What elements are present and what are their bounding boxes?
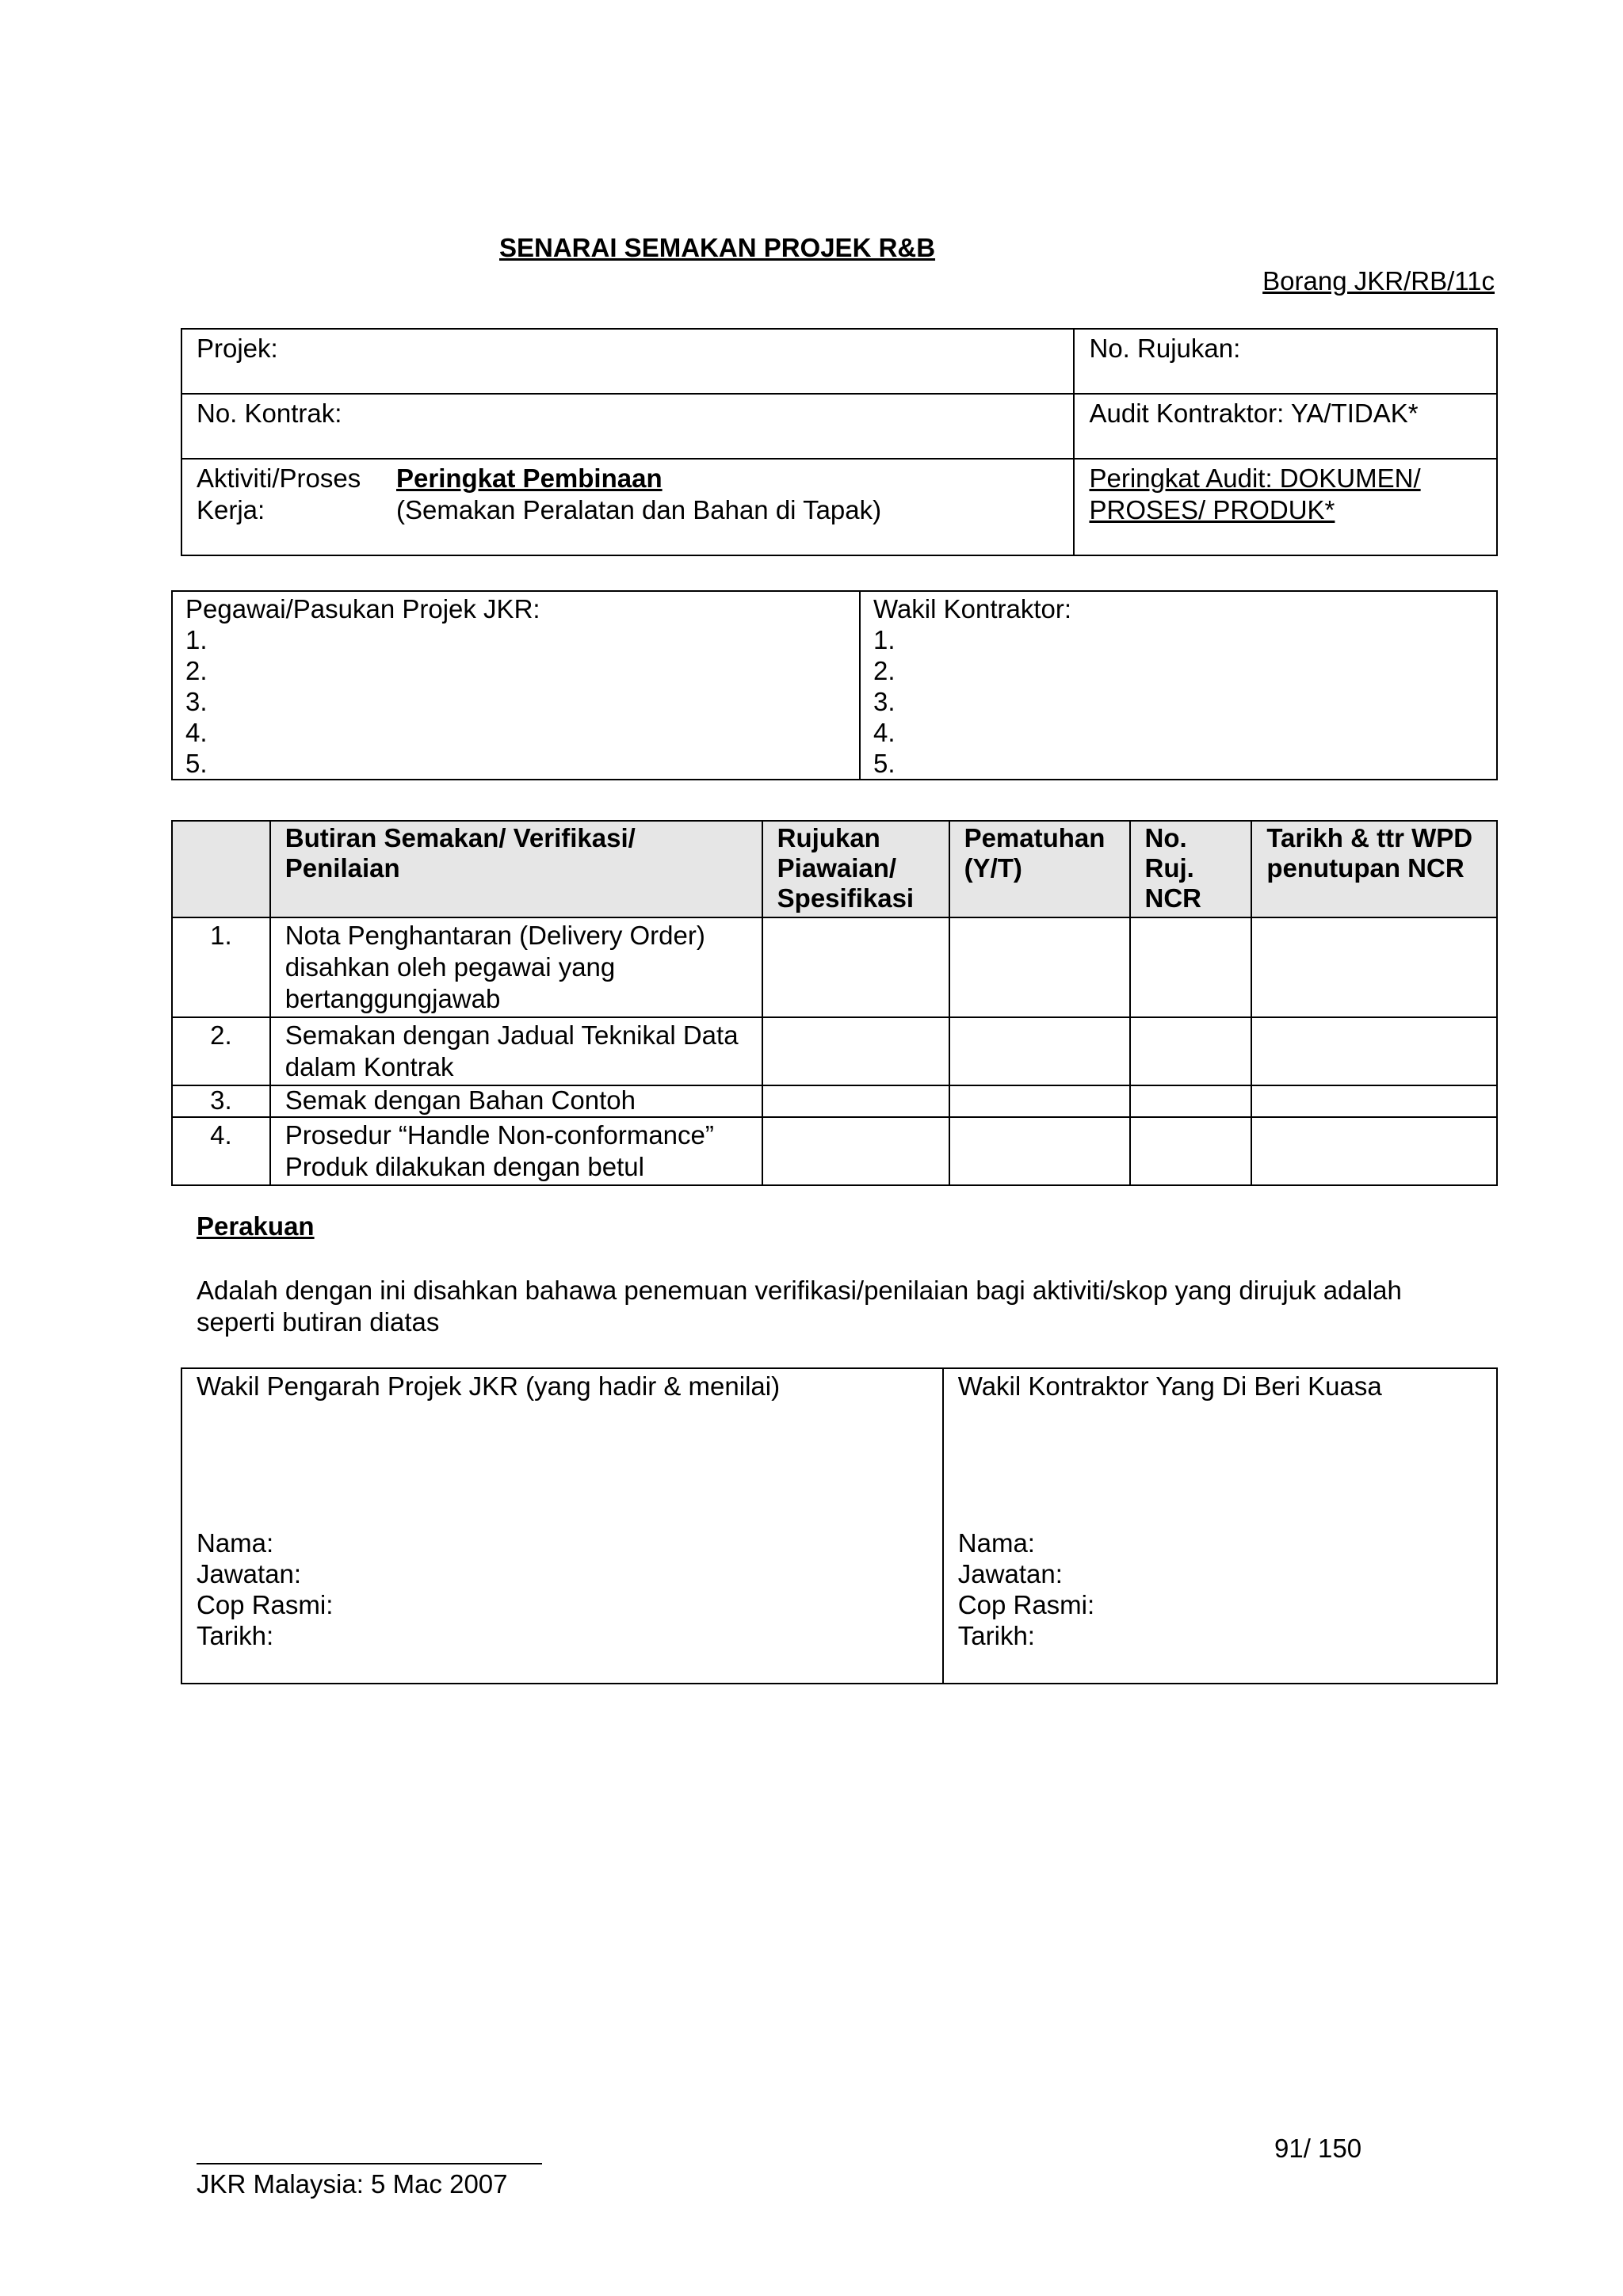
pematuhan-input[interactable]	[949, 1117, 1130, 1185]
footer-rule	[197, 2163, 542, 2164]
tarikh-input[interactable]	[1251, 1085, 1497, 1117]
rujukan-input[interactable]	[762, 1085, 949, 1117]
contractor-signature-cell	[943, 1368, 1497, 1684]
jkr-signature-fields	[197, 1527, 333, 1651]
aktiviti-value-title: Peringkat Pembinaan	[396, 463, 663, 493]
ncr-input[interactable]	[1130, 1085, 1252, 1117]
form-code: Borang JKR/RB/11c	[1262, 266, 1495, 296]
row-number: 3.	[172, 1085, 270, 1117]
project-info-table	[181, 328, 1498, 556]
team-table	[171, 590, 1498, 780]
perakuan-text: Adalah dengan ini disahkan bahawa penemuan verifikasi/penilaian bagi aktiviti/skop yang dirujuk adalah seperti butiran diatas	[197, 1276, 1402, 1337]
row-item: Nota Penghantaran (Delivery Order) disahkan oleh pegawai yang bertanggungjawab	[270, 917, 762, 1017]
row-number: 2.	[172, 1017, 270, 1085]
contractor-team-1: 1.	[873, 625, 896, 654]
tarikh-input[interactable]	[1251, 1117, 1497, 1185]
aktiviti-label	[197, 463, 361, 526]
rujukan-input[interactable]	[762, 1117, 949, 1185]
table-row	[172, 917, 1497, 1017]
peringkat-audit-line1: Peringkat Audit: DOKUMEN/	[1089, 463, 1421, 493]
contractor-team-5: 5.	[873, 749, 896, 778]
contractor-team-4: 4.	[873, 718, 896, 747]
jkr-team-label: Pegawai/Pasukan Projek JKR:	[185, 594, 540, 624]
jkr-tarikh: Tarikh:	[197, 1621, 274, 1650]
rujukan-cell	[1074, 329, 1497, 394]
kontrak-cell	[181, 394, 1074, 459]
aktiviti-value	[396, 463, 881, 526]
peringkat-audit-line2: PROSES/ PRODUK*	[1089, 495, 1335, 524]
page-title: SENARAI SEMAKAN PROJEK R&B	[499, 233, 936, 262]
audit-cell	[1074, 394, 1497, 459]
table-row	[172, 1085, 1497, 1117]
tarikh-input[interactable]	[1251, 917, 1497, 1017]
aktiviti-label-line1: Aktiviti/Proses	[197, 463, 361, 493]
header-no	[172, 821, 270, 917]
kontrak-label: No. Kontrak:	[197, 399, 342, 428]
jkr-team-5: 5.	[185, 749, 208, 778]
jkr-signature-cell	[181, 1368, 943, 1684]
row-number: 1.	[172, 917, 270, 1017]
row-item: Prosedur “Handle Non-conformance” Produk dilakukan dengan betul	[270, 1117, 762, 1185]
contractor-signature-title: Wakil Kontraktor Yang Di Beri Kuasa	[957, 1371, 1382, 1401]
ncr-input[interactable]	[1130, 1117, 1252, 1185]
perakuan-heading: Perakuan	[197, 1211, 315, 1241]
contractor-nama: Nama:	[957, 1528, 1035, 1558]
jkr-team-3: 3.	[185, 687, 208, 716]
contractor-cop-rasmi: Cop Rasmi:	[957, 1590, 1095, 1619]
page-number: 91/ 150	[1274, 2134, 1362, 2163]
aktiviti-label-line2: Kerja:	[197, 495, 265, 524]
jkr-team-cell	[172, 591, 860, 780]
header-rujukan: Rujukan Piawaian/ Spesifikasi	[762, 821, 949, 917]
header-ncr: No. Ruj. NCR	[1130, 821, 1252, 917]
checklist-table	[171, 820, 1498, 1186]
header-butiran: Butiran Semakan/ Verifikasi/ Penilaian	[270, 821, 762, 917]
footer-org-date: JKR Malaysia: 5 Mac 2007	[197, 2169, 508, 2199]
table-row	[172, 1117, 1497, 1185]
peringkat-audit-cell	[1074, 459, 1497, 555]
jkr-team-4: 4.	[185, 718, 208, 747]
row-item: Semak dengan Bahan Contoh	[270, 1085, 762, 1117]
jkr-cop-rasmi: Cop Rasmi:	[197, 1590, 334, 1619]
pematuhan-input[interactable]	[949, 1017, 1130, 1085]
signature-table	[181, 1367, 1498, 1684]
contractor-team-label: Wakil Kontraktor:	[873, 594, 1072, 624]
jkr-nama: Nama:	[197, 1528, 274, 1558]
contractor-team-3: 3.	[873, 687, 896, 716]
pematuhan-input[interactable]	[949, 1085, 1130, 1117]
tarikh-input[interactable]	[1251, 1017, 1497, 1085]
row-number: 4.	[172, 1117, 270, 1185]
jkr-jawatan: Jawatan:	[197, 1559, 302, 1589]
rujukan-input[interactable]	[762, 917, 949, 1017]
contractor-jawatan: Jawatan:	[957, 1559, 1063, 1589]
contractor-team-2: 2.	[873, 656, 896, 685]
contractor-signature-fields	[958, 1527, 1094, 1651]
audit-label: Audit Kontraktor: YA/TIDAK*	[1089, 399, 1419, 428]
aktiviti-value-sub: (Semakan Peralatan dan Bahan di Tapak)	[396, 495, 882, 524]
jkr-team-2: 2.	[185, 656, 208, 685]
rujukan-label: No. Rujukan:	[1089, 334, 1241, 363]
pematuhan-input[interactable]	[949, 917, 1130, 1017]
header-tarikh: Tarikh & ttr WPD penutupan NCR	[1251, 821, 1497, 917]
jkr-signature-title: Wakil Pengarah Projek JKR (yang hadir & menilai)	[197, 1371, 781, 1401]
projek-cell	[181, 329, 1074, 394]
header-pematuhan: Pematuhan (Y/T)	[949, 821, 1130, 917]
ncr-input[interactable]	[1130, 917, 1252, 1017]
contractor-tarikh: Tarikh:	[957, 1621, 1035, 1650]
row-item: Semakan dengan Jadual Teknikal Data dalam Kontrak	[270, 1017, 762, 1085]
checklist-header-row	[172, 821, 1497, 917]
ncr-input[interactable]	[1130, 1017, 1252, 1085]
aktiviti-cell	[181, 459, 1074, 555]
contractor-team-cell	[860, 591, 1497, 780]
table-row	[172, 1017, 1497, 1085]
rujukan-input[interactable]	[762, 1017, 949, 1085]
jkr-team-1: 1.	[185, 625, 208, 654]
projek-label: Projek:	[197, 334, 278, 363]
